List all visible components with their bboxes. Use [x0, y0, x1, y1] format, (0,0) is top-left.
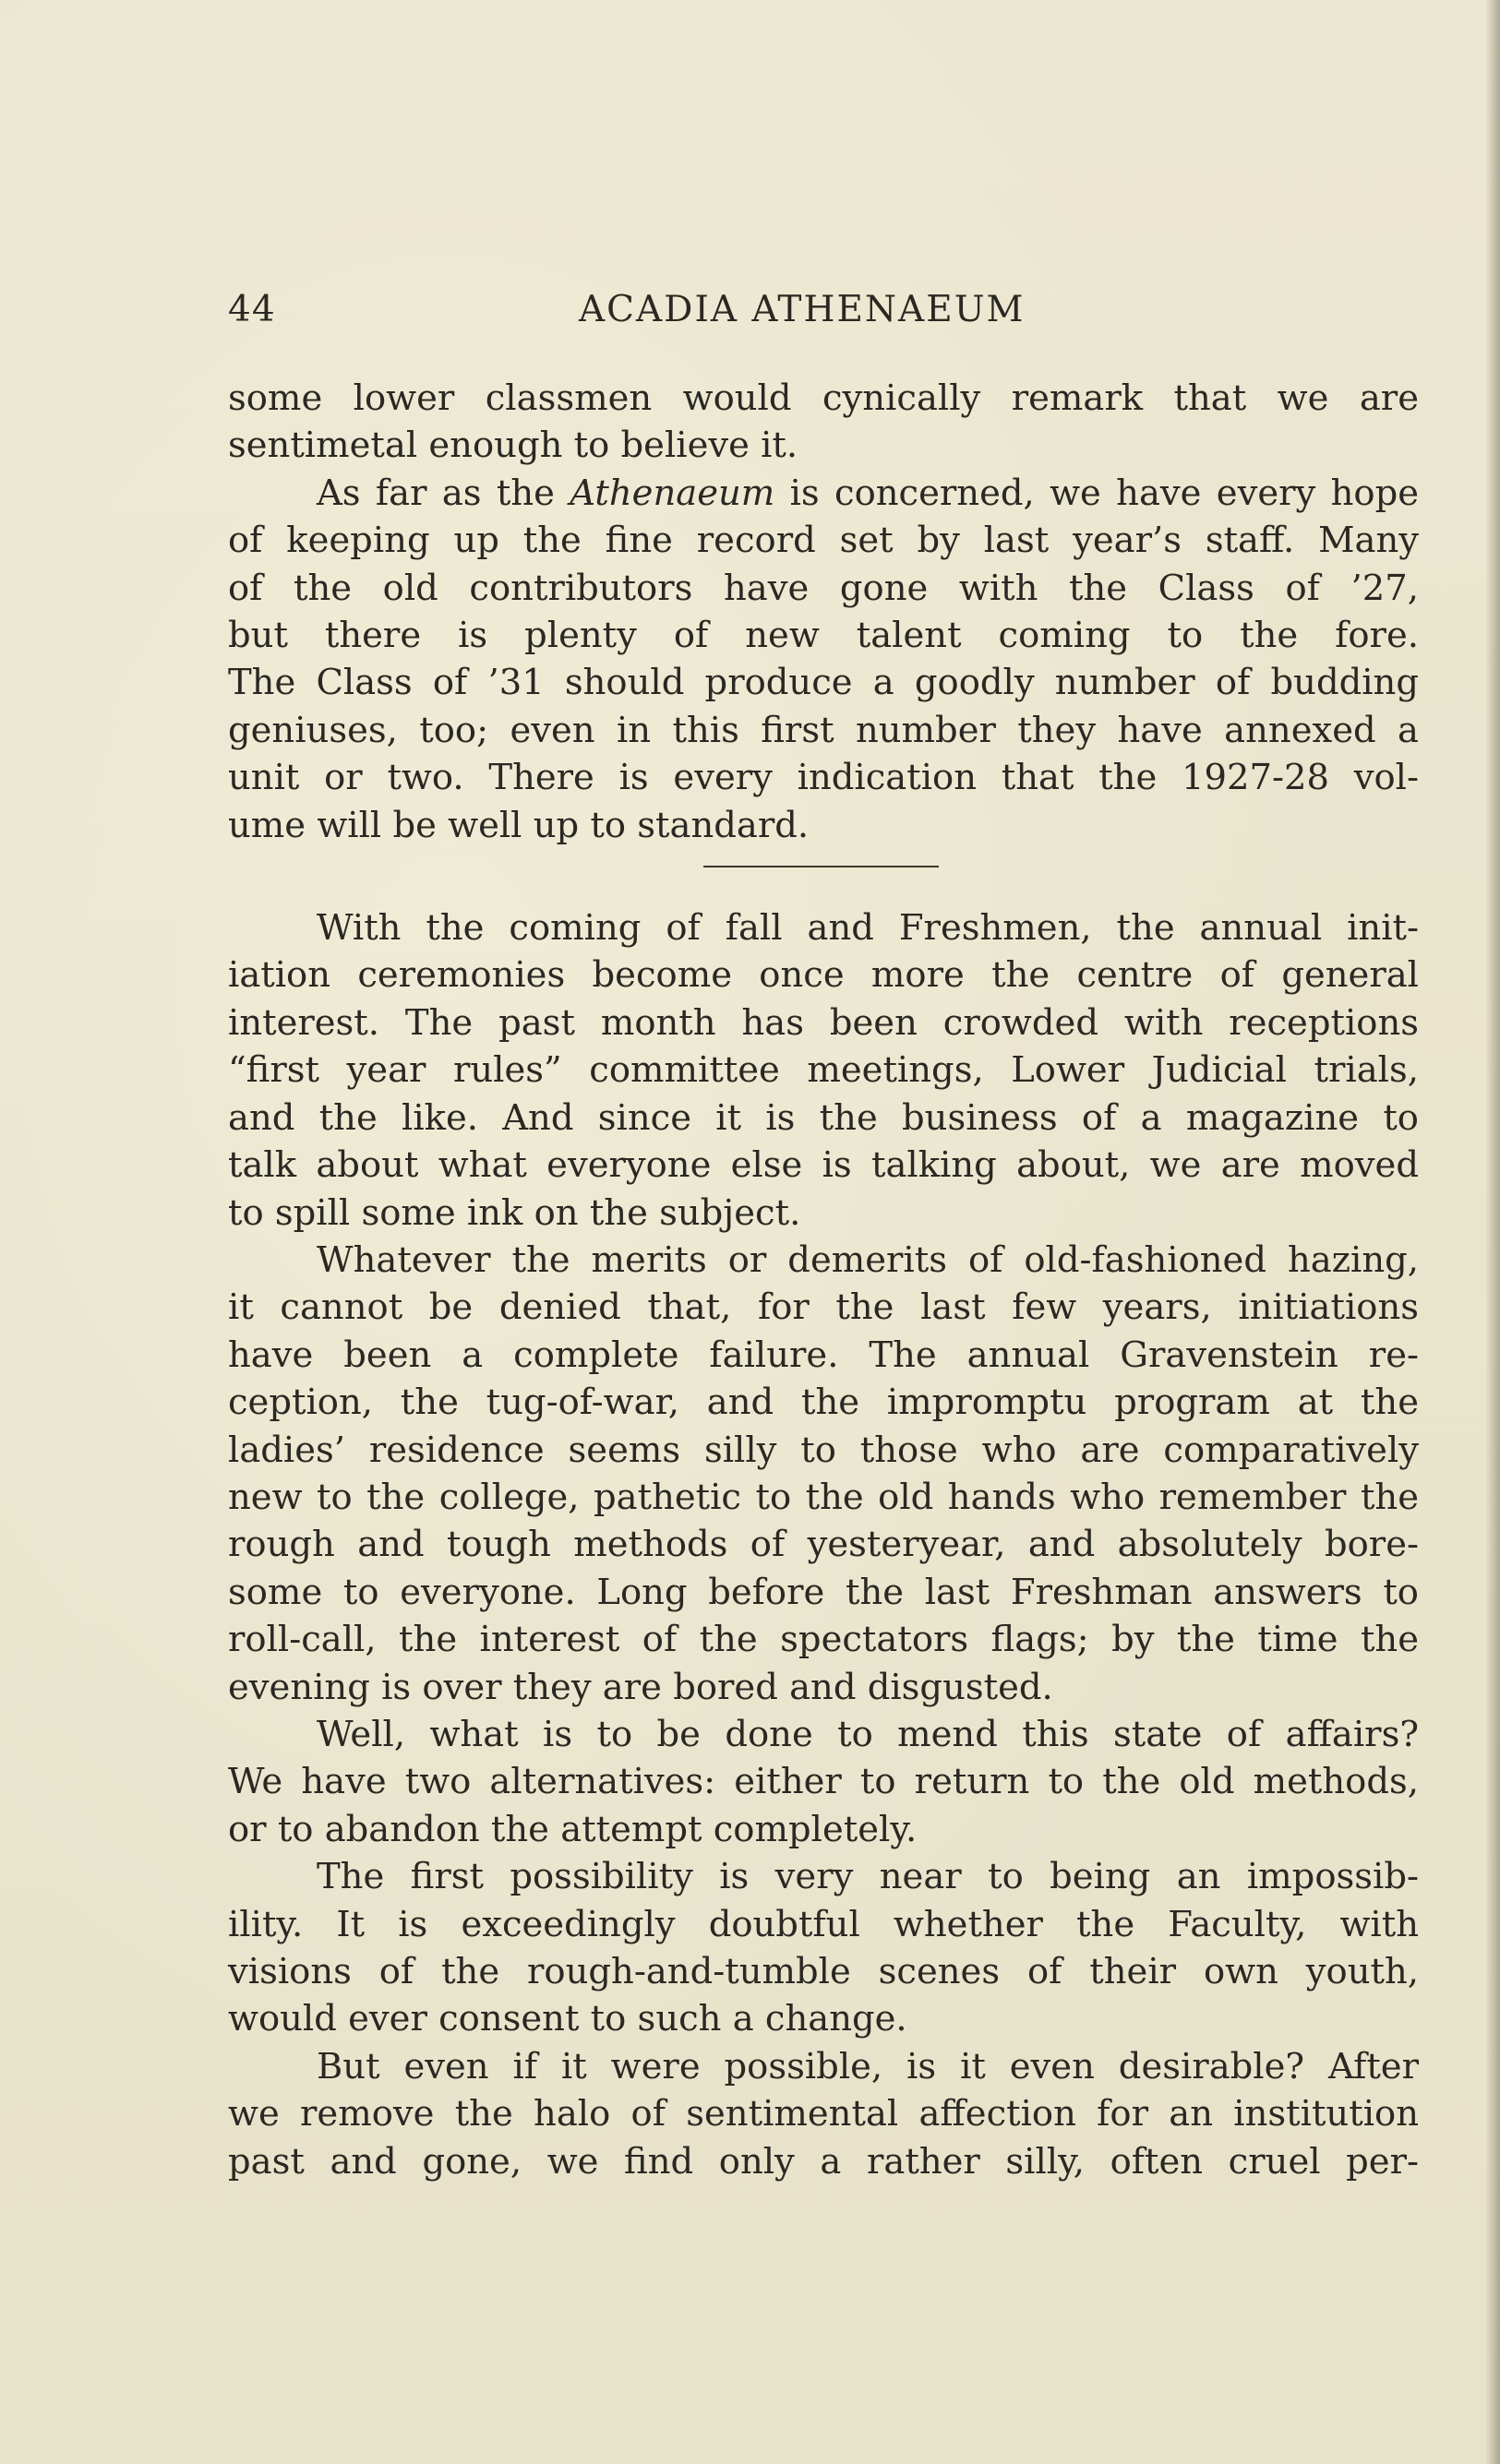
page-number: 44	[228, 289, 276, 330]
text-line: The Class of ’31 should produce a goodly number of budding	[228, 662, 1419, 704]
text-line: of keeping up the fine record set by last year’s staff. Many	[228, 520, 1419, 562]
text-line: rough and tough methods of yesteryear, and absolutely bore-	[228, 1524, 1419, 1566]
text-line: but there is plenty of new talent coming to the fore.	[228, 615, 1419, 657]
text-line: We have two alternatives: either to return to the old methods,	[228, 1761, 1419, 1803]
text-line: have been a complete failure. The annual Gravenstein re-	[228, 1334, 1419, 1376]
text-line: would ever consent to such a change.	[228, 1998, 907, 2040]
text-line: “first year rules” committee meetings, Lower Judicial trials,	[228, 1049, 1419, 1092]
text-line: ume will be well up to standard.	[228, 804, 810, 846]
text-line	[228, 470, 1419, 517]
text-line: some lower classmen would cynically remark that we are	[228, 377, 1419, 419]
article-body	[228, 375, 1419, 2185]
text-line: But even if it were possible, is it even desirable? After	[317, 2045, 1419, 2087]
text-line: With the coming of fall and Freshmen, the annual init-	[317, 907, 1419, 950]
text-line: talk about what everyone else is talking about, we are moved	[228, 1144, 1419, 1187]
text-line: new to the college, pathetic to the old hands who remember the	[228, 1476, 1419, 1518]
text-line: ladies’ residence seems silly to those who are comparatively	[228, 1429, 1419, 1471]
text-line: and the like. And since it is the business of a magazine to	[228, 1096, 1419, 1139]
running-title: ACADIA ATHENAEUM	[579, 289, 1026, 330]
text-run: As far as the	[317, 472, 570, 514]
text-line: past and gone, we find only a rather silly, often cruel per-	[228, 2140, 1419, 2183]
text-line: interest. The past month has been crowded with receptions	[228, 1001, 1419, 1044]
text-line: evening is over they are bored and disgusted.	[228, 1666, 1053, 1708]
section-two	[228, 904, 1419, 2185]
page-header	[228, 289, 1419, 341]
text-line: or to abandon the attempt completely.	[228, 1808, 918, 1850]
text-line: sentimetal enough to believe it.	[228, 425, 798, 467]
text-line: some to everyone. Long before the last Freshman answers to	[228, 1571, 1419, 1613]
text-line: we remove the halo of sentimental affection for an institution	[228, 2093, 1419, 2135]
text-line: Well, what is to be done to mend this state of affairs?	[317, 1713, 1419, 1755]
text-line: geniuses, too; even in this first number they have annexed a	[228, 709, 1419, 751]
magazine-title-italic: Athenaeum	[570, 472, 775, 514]
section-one	[228, 375, 1419, 849]
text-line: of the old contributors have gone with the Class of ’27,	[228, 567, 1419, 609]
text-line: visions of the rough-and-tumble scenes of their own youth,	[228, 1951, 1419, 1992]
text-run: is concerned, we have every hope	[774, 472, 1419, 514]
text-line: Whatever the merits or demerits of old-fashioned hazing,	[317, 1238, 1419, 1281]
section-divider	[703, 866, 939, 867]
text-line: to spill some ink on the subject.	[228, 1191, 801, 1234]
text-line: iation ceremonies become once more the centre of general	[228, 954, 1419, 997]
text-line: The first possibility is very near to being an impossib-	[317, 1856, 1419, 1898]
page-edge-shadow	[1485, 0, 1500, 2464]
text-line: roll-call, the interest of the spectators flags; by the time the	[228, 1619, 1419, 1661]
text-line: unit or two. There is every indication that the 1927-28 vol-	[228, 757, 1419, 799]
text-line: ility. It is exceedingly doubtful whether the Faculty, with	[228, 1903, 1419, 1945]
text-line: it cannot be denied that, for the last few years, initiations	[228, 1286, 1419, 1329]
text-line: ception, the tug-of-war, and the impromptu program at the	[228, 1382, 1419, 1424]
